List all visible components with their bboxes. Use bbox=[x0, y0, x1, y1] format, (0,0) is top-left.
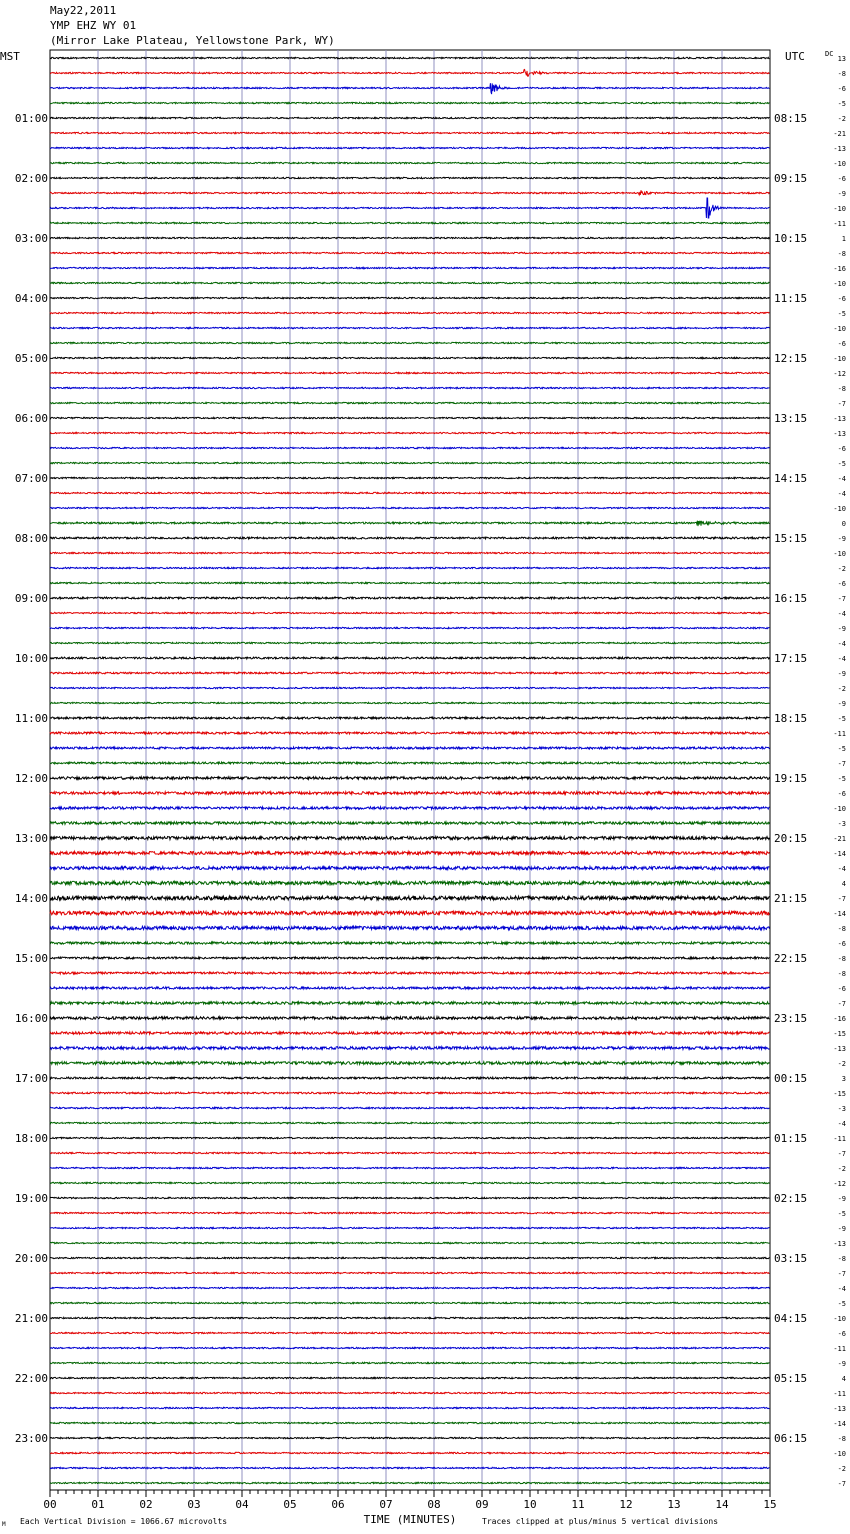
seismic-trace bbox=[50, 462, 769, 463]
mst-hour-label: 05:00 bbox=[14, 352, 48, 365]
seismic-trace bbox=[50, 1017, 769, 1020]
station-location: (Mirror Lake Plateau, Yellowstone Park, WY) bbox=[50, 34, 335, 47]
utc-hour-label: 20:15 bbox=[774, 832, 808, 845]
x-tick-label: 02 bbox=[139, 1498, 153, 1511]
x-tick-label: 00 bbox=[43, 1498, 57, 1511]
x-tick-label: 03 bbox=[187, 1498, 201, 1511]
mst-hour-label: 03:00 bbox=[14, 232, 48, 245]
utc-hour-label: 10:15 bbox=[774, 232, 808, 245]
seismic-trace bbox=[50, 942, 769, 944]
dc-offset-label: -12 bbox=[833, 370, 846, 378]
utc-hour-label: 19:15 bbox=[774, 772, 808, 785]
dc-offset-label: -9 bbox=[837, 625, 846, 633]
dc-offset-label: -13 bbox=[833, 1240, 846, 1248]
dc-offset-label: -6 bbox=[837, 340, 846, 348]
mst-hour-label: 20:00 bbox=[14, 1252, 48, 1265]
dc-offset-label: -9 bbox=[837, 670, 846, 678]
dc-offset-label: -14 bbox=[833, 910, 846, 918]
seismic-trace bbox=[50, 567, 769, 568]
dc-offset-label: -5 bbox=[837, 745, 846, 753]
left-timezone-label: MST bbox=[0, 50, 20, 63]
dc-offset-label: -6 bbox=[837, 790, 846, 798]
x-tick-label: 01 bbox=[91, 1498, 105, 1511]
utc-hour-label: 05:15 bbox=[774, 1372, 808, 1385]
dc-offset-label: -15 bbox=[833, 1030, 846, 1038]
mst-hour-label: 14:00 bbox=[14, 892, 48, 905]
mst-hour-label: 22:00 bbox=[14, 1372, 48, 1385]
dc-offset-label: -9 bbox=[837, 1360, 846, 1368]
seismic-trace bbox=[50, 1197, 769, 1198]
dc-offset-label: -5 bbox=[837, 1210, 846, 1218]
dc-offset-label: -10 bbox=[833, 355, 846, 363]
seismic-trace bbox=[50, 1392, 769, 1393]
seismic-trace bbox=[50, 866, 769, 869]
seismic-trace bbox=[50, 1137, 769, 1138]
utc-hour-label: 11:15 bbox=[774, 292, 808, 305]
dc-offset-label: -15 bbox=[833, 1090, 846, 1098]
seismic-trace bbox=[50, 582, 769, 583]
dc-offset-label: -3 bbox=[837, 1105, 846, 1113]
x-tick-label: 05 bbox=[283, 1498, 297, 1511]
seismic-trace bbox=[50, 57, 769, 58]
seismic-trace bbox=[50, 297, 769, 298]
utc-hour-label: 18:15 bbox=[774, 712, 808, 725]
footer-mark: M bbox=[2, 1521, 6, 1528]
dc-offset-label: -11 bbox=[833, 1390, 846, 1398]
dc-offset-label: -5 bbox=[837, 310, 846, 318]
utc-hour-label: 15:15 bbox=[774, 532, 808, 545]
dc-offset-label: -6 bbox=[837, 580, 846, 588]
seismic-trace bbox=[50, 657, 769, 659]
dc-offset-label: 13 bbox=[837, 55, 846, 63]
dc-offset-label: -6 bbox=[837, 445, 846, 453]
dc-offset-label: -4 bbox=[837, 640, 846, 648]
seismic-trace bbox=[50, 177, 769, 178]
mst-hour-label: 11:00 bbox=[14, 712, 48, 725]
utc-hour-label: 04:15 bbox=[774, 1312, 808, 1325]
seismic-trace bbox=[50, 1452, 769, 1453]
x-tick-label: 13 bbox=[667, 1498, 681, 1511]
dc-offset-label: -14 bbox=[833, 1420, 846, 1428]
dc-offset-label: -8 bbox=[837, 1435, 846, 1443]
dc-offset-label: -12 bbox=[833, 1180, 846, 1188]
dc-offset-label: -11 bbox=[833, 1345, 846, 1353]
mst-hour-label: 07:00 bbox=[14, 472, 48, 485]
seismic-trace bbox=[50, 198, 769, 218]
dc-offset-label: -7 bbox=[837, 1000, 846, 1008]
mst-hour-label: 06:00 bbox=[14, 412, 48, 425]
seismic-trace bbox=[50, 1212, 769, 1213]
dc-offset-label: -10 bbox=[833, 550, 846, 558]
seismic-trace bbox=[50, 222, 769, 223]
utc-hour-label: 03:15 bbox=[774, 1252, 808, 1265]
utc-hour-label: 22:15 bbox=[774, 952, 808, 965]
mst-hour-label: 01:00 bbox=[14, 112, 48, 125]
dc-offset-label: -8 bbox=[837, 970, 846, 978]
dc-offset-label: -10 bbox=[833, 160, 846, 168]
dc-offset-label: -13 bbox=[833, 430, 846, 438]
dc-offset-label: -2 bbox=[837, 565, 846, 573]
seismic-trace bbox=[50, 957, 769, 959]
dc-offset-label: -21 bbox=[833, 130, 846, 138]
seismic-trace bbox=[50, 792, 769, 795]
dc-offset-label: -5 bbox=[837, 775, 846, 783]
dc-offset-label: -4 bbox=[837, 865, 846, 873]
seismic-trace bbox=[50, 417, 769, 418]
dc-offset-label: -5 bbox=[837, 715, 846, 723]
x-tick-label: 07 bbox=[379, 1498, 393, 1511]
mst-hour-label: 19:00 bbox=[14, 1192, 48, 1205]
dc-offset-label: -9 bbox=[837, 535, 846, 543]
seismic-trace bbox=[50, 822, 769, 825]
seismic-trace bbox=[50, 926, 769, 930]
seismic-trace bbox=[50, 252, 769, 253]
seismic-trace bbox=[50, 102, 769, 103]
seismic-trace bbox=[50, 282, 769, 283]
dc-offset-label: -8 bbox=[837, 250, 846, 258]
seismic-trace bbox=[50, 1242, 769, 1243]
dc-offset-label: -11 bbox=[833, 730, 846, 738]
mst-hour-label: 21:00 bbox=[14, 1312, 48, 1325]
dc-offset-label: -10 bbox=[833, 1315, 846, 1323]
x-tick-label: 04 bbox=[235, 1498, 249, 1511]
station-code: YMP EHZ WY 01 bbox=[50, 19, 137, 32]
seismic-trace bbox=[50, 492, 769, 493]
seismic-trace bbox=[50, 807, 769, 810]
dc-offset-label: -10 bbox=[833, 805, 846, 813]
recording-date: May22,2011 bbox=[50, 4, 117, 17]
seismic-trace bbox=[50, 642, 769, 643]
mst-hour-label: 17:00 bbox=[14, 1072, 48, 1085]
dc-offset-label: -7 bbox=[837, 595, 846, 603]
mst-hour-label: 10:00 bbox=[14, 652, 48, 665]
seismic-trace bbox=[50, 1257, 769, 1258]
dc-offset-label: -6 bbox=[837, 985, 846, 993]
dc-offset-label: -16 bbox=[833, 1015, 846, 1023]
dc-offset-label: -11 bbox=[833, 220, 846, 228]
dc-offset-label: -8 bbox=[837, 925, 846, 933]
dc-offset-label: -9 bbox=[837, 700, 846, 708]
seismic-trace bbox=[50, 612, 769, 613]
seismic-trace bbox=[50, 312, 769, 313]
dc-offset-label: -2 bbox=[837, 1165, 846, 1173]
seismic-trace bbox=[50, 1377, 769, 1378]
mst-hour-label: 09:00 bbox=[14, 592, 48, 605]
seismic-trace bbox=[50, 267, 769, 268]
seismic-trace bbox=[50, 1272, 769, 1273]
seismic-trace bbox=[50, 237, 769, 238]
x-tick-label: 06 bbox=[331, 1498, 345, 1511]
seismic-trace bbox=[50, 1332, 769, 1333]
dc-offset-label: -10 bbox=[833, 205, 846, 213]
seismic-trace bbox=[50, 1467, 769, 1468]
dc-offset-label: -13 bbox=[833, 145, 846, 153]
dc-offset-label: -4 bbox=[837, 655, 846, 663]
utc-hour-label: 02:15 bbox=[774, 1192, 808, 1205]
seismic-trace bbox=[50, 1317, 769, 1318]
seismic-trace bbox=[50, 357, 769, 358]
dc-offset-label: 4 bbox=[841, 880, 846, 888]
dc-offset-label: -4 bbox=[837, 490, 846, 498]
mst-hour-label: 13:00 bbox=[14, 832, 48, 845]
seismic-trace bbox=[50, 732, 769, 734]
mst-hour-label: 16:00 bbox=[14, 1012, 48, 1025]
dc-offset-label: -6 bbox=[837, 295, 846, 303]
dc-offset-label: -16 bbox=[833, 265, 846, 273]
seismic-trace bbox=[50, 132, 769, 133]
seismic-trace bbox=[50, 672, 769, 674]
dc-offset-label: -4 bbox=[837, 610, 846, 618]
dc-offset-label: -8 bbox=[837, 1255, 846, 1263]
utc-hour-label: 09:15 bbox=[774, 172, 808, 185]
seismic-trace bbox=[50, 1227, 769, 1228]
dc-offset-label: 1 bbox=[841, 235, 846, 243]
seismic-trace bbox=[50, 851, 769, 854]
seismic-trace bbox=[50, 987, 769, 989]
seismic-trace bbox=[50, 1032, 769, 1035]
dc-offset-label: -2 bbox=[837, 1060, 846, 1068]
seismic-trace bbox=[50, 372, 769, 373]
seismic-trace bbox=[50, 1287, 769, 1288]
dc-offset-label: -13 bbox=[833, 1405, 846, 1413]
dc-offset-label: -6 bbox=[837, 175, 846, 183]
seismic-trace bbox=[50, 190, 769, 195]
mst-hour-label: 02:00 bbox=[14, 172, 48, 185]
utc-hour-label: 12:15 bbox=[774, 352, 808, 365]
seismic-trace bbox=[50, 387, 769, 388]
seismic-trace bbox=[50, 162, 769, 163]
dc-offset-label: -4 bbox=[837, 1120, 846, 1128]
clipping-note: Traces clipped at plus/minus 5 vertical divisions bbox=[482, 1517, 719, 1526]
seismic-trace bbox=[50, 1167, 769, 1168]
seismic-trace bbox=[50, 552, 769, 553]
utc-hour-label: 23:15 bbox=[774, 1012, 808, 1025]
seismic-trace bbox=[50, 747, 769, 749]
dc-offset-label: -10 bbox=[833, 505, 846, 513]
seismic-trace bbox=[50, 327, 769, 328]
utc-hour-label: 14:15 bbox=[774, 472, 808, 485]
dc-offset-label: -5 bbox=[837, 100, 846, 108]
seismic-trace bbox=[50, 1047, 769, 1050]
dc-offset-label: 0 bbox=[841, 520, 846, 528]
seismic-trace bbox=[50, 1107, 769, 1109]
dc-offset-label: -10 bbox=[833, 1450, 846, 1458]
mst-hour-label: 08:00 bbox=[14, 532, 48, 545]
utc-hour-label: 08:15 bbox=[774, 112, 808, 125]
dc-offset-label: -13 bbox=[833, 415, 846, 423]
dc-column-label: DC bbox=[825, 50, 834, 58]
x-tick-label: 14 bbox=[715, 1498, 729, 1511]
dc-offset-label: 4 bbox=[841, 1375, 846, 1383]
dc-offset-label: -8 bbox=[837, 70, 846, 78]
seismic-trace bbox=[50, 521, 769, 526]
x-tick-label: 15 bbox=[763, 1498, 777, 1511]
dc-offset-label: -9 bbox=[837, 1195, 846, 1203]
seismic-trace bbox=[50, 1482, 769, 1483]
dc-offset-label: -8 bbox=[837, 385, 846, 393]
mst-hour-label: 18:00 bbox=[14, 1132, 48, 1145]
utc-hour-label: 21:15 bbox=[774, 892, 808, 905]
x-tick-label: 11 bbox=[571, 1498, 585, 1511]
vertical-scale-note: Each Vertical Division = 1066.67 microvolts bbox=[20, 1517, 228, 1526]
utc-hour-label: 00:15 bbox=[774, 1072, 808, 1085]
dc-offset-label: -7 bbox=[837, 1150, 846, 1158]
dc-offset-label: -14 bbox=[833, 850, 846, 858]
seismic-trace bbox=[50, 1302, 769, 1303]
seismic-trace bbox=[50, 537, 769, 539]
dc-offset-label: -2 bbox=[837, 115, 846, 123]
dc-offset-label: -10 bbox=[833, 325, 846, 333]
seismic-trace bbox=[50, 881, 769, 884]
right-timezone-label: UTC bbox=[785, 50, 805, 63]
seismic-trace bbox=[50, 972, 769, 974]
seismic-trace bbox=[50, 836, 769, 839]
utc-hour-label: 06:15 bbox=[774, 1432, 808, 1445]
seismic-trace bbox=[50, 1077, 769, 1079]
mst-hour-label: 23:00 bbox=[14, 1432, 48, 1445]
dc-offset-label: -4 bbox=[837, 1285, 846, 1293]
seismic-trace bbox=[50, 447, 769, 448]
dc-offset-label: -3 bbox=[837, 820, 846, 828]
x-tick-label: 08 bbox=[427, 1498, 441, 1511]
dc-offset-label: -7 bbox=[837, 760, 846, 768]
seismic-trace bbox=[50, 83, 769, 94]
dc-offset-label: -6 bbox=[837, 1330, 846, 1338]
dc-offset-label: -6 bbox=[837, 940, 846, 948]
x-tick-label: 09 bbox=[475, 1498, 489, 1511]
seismic-trace bbox=[50, 1152, 769, 1153]
dc-offset-label: -7 bbox=[837, 1480, 846, 1488]
seismic-trace bbox=[50, 896, 769, 900]
seismic-trace bbox=[50, 1182, 769, 1183]
seismic-trace bbox=[50, 1062, 769, 1065]
dc-offset-label: -7 bbox=[837, 895, 846, 903]
dc-offset-label: -21 bbox=[833, 835, 846, 843]
dc-offset-label: -6 bbox=[837, 85, 846, 93]
x-axis-title: TIME (MINUTES) bbox=[363, 1513, 457, 1526]
dc-offset-label: -4 bbox=[837, 475, 846, 483]
seismic-trace bbox=[50, 597, 769, 599]
x-tick-label: 12 bbox=[619, 1498, 633, 1511]
seismic-trace bbox=[50, 1362, 769, 1363]
seismic-trace bbox=[50, 687, 769, 688]
utc-hour-label: 01:15 bbox=[774, 1132, 808, 1145]
x-tick-label: 10 bbox=[523, 1498, 537, 1511]
dc-offset-label: -13 bbox=[833, 1045, 846, 1053]
seismic-trace bbox=[50, 1092, 769, 1094]
dc-offset-label: -7 bbox=[837, 1270, 846, 1278]
mst-hour-label: 12:00 bbox=[14, 772, 48, 785]
dc-offset-label: -2 bbox=[837, 1465, 846, 1473]
seismic-trace bbox=[50, 1437, 769, 1438]
plot-frame bbox=[50, 50, 770, 1490]
utc-hour-label: 13:15 bbox=[774, 412, 808, 425]
utc-hour-label: 17:15 bbox=[774, 652, 808, 665]
seismic-trace bbox=[50, 1422, 769, 1423]
seismic-trace bbox=[50, 627, 769, 628]
seismic-trace bbox=[50, 762, 769, 764]
seismic-trace bbox=[50, 717, 769, 719]
seismic-trace bbox=[50, 402, 769, 403]
mst-hour-label: 15:00 bbox=[14, 952, 48, 965]
seismic-trace bbox=[50, 702, 769, 703]
dc-offset-label: 3 bbox=[841, 1075, 846, 1083]
seismic-trace bbox=[50, 477, 769, 478]
seismic-trace bbox=[50, 507, 769, 508]
seismic-trace bbox=[50, 147, 769, 148]
seismic-trace bbox=[50, 911, 769, 915]
dc-offset-label: -10 bbox=[833, 280, 846, 288]
seismic-trace bbox=[50, 117, 769, 118]
seismic-trace bbox=[50, 1122, 769, 1123]
seismic-trace bbox=[50, 777, 769, 780]
dc-offset-label: -9 bbox=[837, 190, 846, 198]
seismic-trace bbox=[50, 432, 769, 433]
dc-offset-label: -8 bbox=[837, 955, 846, 963]
dc-offset-label: -5 bbox=[837, 1300, 846, 1308]
seismic-trace bbox=[50, 69, 769, 76]
dc-offset-label: -2 bbox=[837, 685, 846, 693]
mst-hour-label: 04:00 bbox=[14, 292, 48, 305]
dc-offset-label: -5 bbox=[837, 460, 846, 468]
seismic-trace bbox=[50, 1407, 769, 1408]
utc-hour-label: 16:15 bbox=[774, 592, 808, 605]
seismic-trace bbox=[50, 342, 769, 343]
dc-offset-label: -11 bbox=[833, 1135, 846, 1143]
dc-offset-label: -7 bbox=[837, 400, 846, 408]
seismic-trace bbox=[50, 1347, 769, 1348]
seismic-trace bbox=[50, 1002, 769, 1005]
dc-offset-label: -9 bbox=[837, 1225, 846, 1233]
